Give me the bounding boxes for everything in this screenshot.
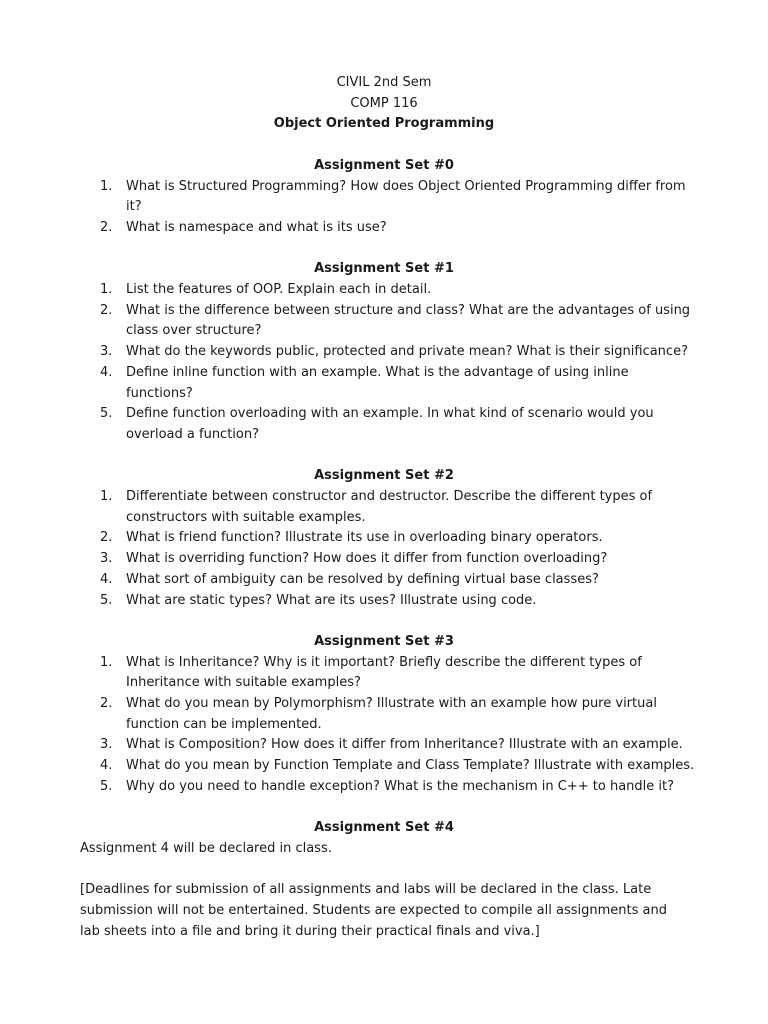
question-list (0, 487, 768, 611)
question-text: What is the difference between structure and class? What are the advantages of using class over structure? (126, 302, 691, 339)
question-list (0, 653, 768, 798)
question-text: What are static types? What are its uses? Illustrate using code. (126, 592, 537, 608)
assignment-set-title: Assignment Set #2 (314, 468, 454, 484)
question-text: Define inline function with an example. What is the advantage of using inline functions? (126, 364, 629, 401)
question-number: 1. (100, 178, 113, 194)
program-title: CIVIL 2nd Sem (336, 75, 432, 90)
question-number: 4. (100, 571, 113, 587)
assignment-set-title: Assignment Set #0 (314, 157, 454, 173)
question-number: 1. (100, 282, 113, 297)
question-item (0, 591, 696, 612)
question-text: Differentiate between constructor and destructor. Describe the different types of constructors with suitable examples. (126, 489, 653, 525)
question-item (0, 528, 696, 549)
question-text: What is Composition? How does it differ from Inheritance? Illustrate with an example. (126, 737, 683, 753)
question-text: What is overriding function? How does it differ from function overloading? (126, 551, 608, 567)
question-item (0, 342, 696, 363)
question-text: What is friend function? Illustrate its use in overloading binary operators. (126, 530, 603, 546)
assignment-set-title: Assignment Set #4 (314, 820, 454, 836)
assignment-sets (0, 156, 768, 818)
question-text: What is Structured Programming? How does Object Oriented Programming differ from it? (126, 178, 686, 215)
course-name: Object Oriented Programming (273, 116, 495, 132)
question-item (0, 777, 696, 798)
question-number: 4. (100, 364, 113, 380)
question-item (0, 756, 696, 777)
question-list (0, 280, 768, 446)
question-number: 2. (100, 530, 113, 546)
question-number: 3. (100, 737, 113, 753)
question-number: 1. (100, 654, 113, 670)
document-page (0, 73, 768, 942)
course-code: COMP 116 (350, 95, 418, 111)
question-item (0, 301, 696, 342)
question-item (0, 363, 696, 404)
assignment-set-title: Assignment Set #3 (314, 633, 454, 649)
question-text: What is namespace and what is its use? (126, 219, 387, 235)
question-number: 1. (100, 489, 113, 505)
question-number: 5. (100, 592, 113, 608)
question-text: List the features of OOP. Explain each in detail. (126, 282, 432, 297)
question-number: 2. (100, 219, 113, 235)
question-list (0, 177, 768, 239)
question-item (0, 280, 696, 301)
question-number: 5. (100, 406, 113, 422)
assignment-set-title: Assignment Set #1 (314, 261, 454, 277)
question-item (0, 218, 696, 239)
question-text: Why do you need to handle exception? What is the mechanism in C++ to handle it? (126, 778, 674, 794)
question-text: What sort of ambiguity can be resolved by defining virtual base classes? (126, 571, 599, 587)
question-text: What is Inheritance? Why is it important? Briefly describe the different types of Inheritance with suitable examples? (126, 654, 642, 691)
question-number: 2. (100, 696, 113, 712)
question-item (0, 177, 696, 218)
question-text: What do you mean by Polymorphism? Illustrate with an example how pure virtual function can be implemented. (126, 696, 657, 732)
question-item (0, 404, 696, 445)
question-number: 2. (100, 302, 113, 318)
question-number: 5. (100, 778, 113, 794)
question-text: What do the keywords public, protected and private mean? What is their significance? (126, 344, 688, 360)
question-number: 3. (100, 344, 113, 360)
question-item (0, 570, 696, 591)
question-text: Define function overloading with an example. In what kind of scenario would you overload a function? (126, 406, 654, 442)
question-item (0, 653, 696, 694)
question-number: 3. (100, 551, 113, 567)
question-item (0, 735, 696, 756)
question-number: 4. (100, 758, 113, 774)
question-item (0, 549, 696, 570)
question-item (0, 487, 696, 528)
question-text: What do you mean by Function Template and Class Template? Illustrate with examples. (126, 758, 695, 774)
deadline-note: [Deadlines for submission of all assignments and labs will be declared in the class. Late submission will not be entertained. Students are expected to compile all assignments and lab sheets into a file and bring it during their practical finals and viva.] (80, 882, 667, 939)
question-item (0, 694, 696, 735)
assignment-4-note: Assignment 4 will be declared in class. (80, 840, 332, 856)
